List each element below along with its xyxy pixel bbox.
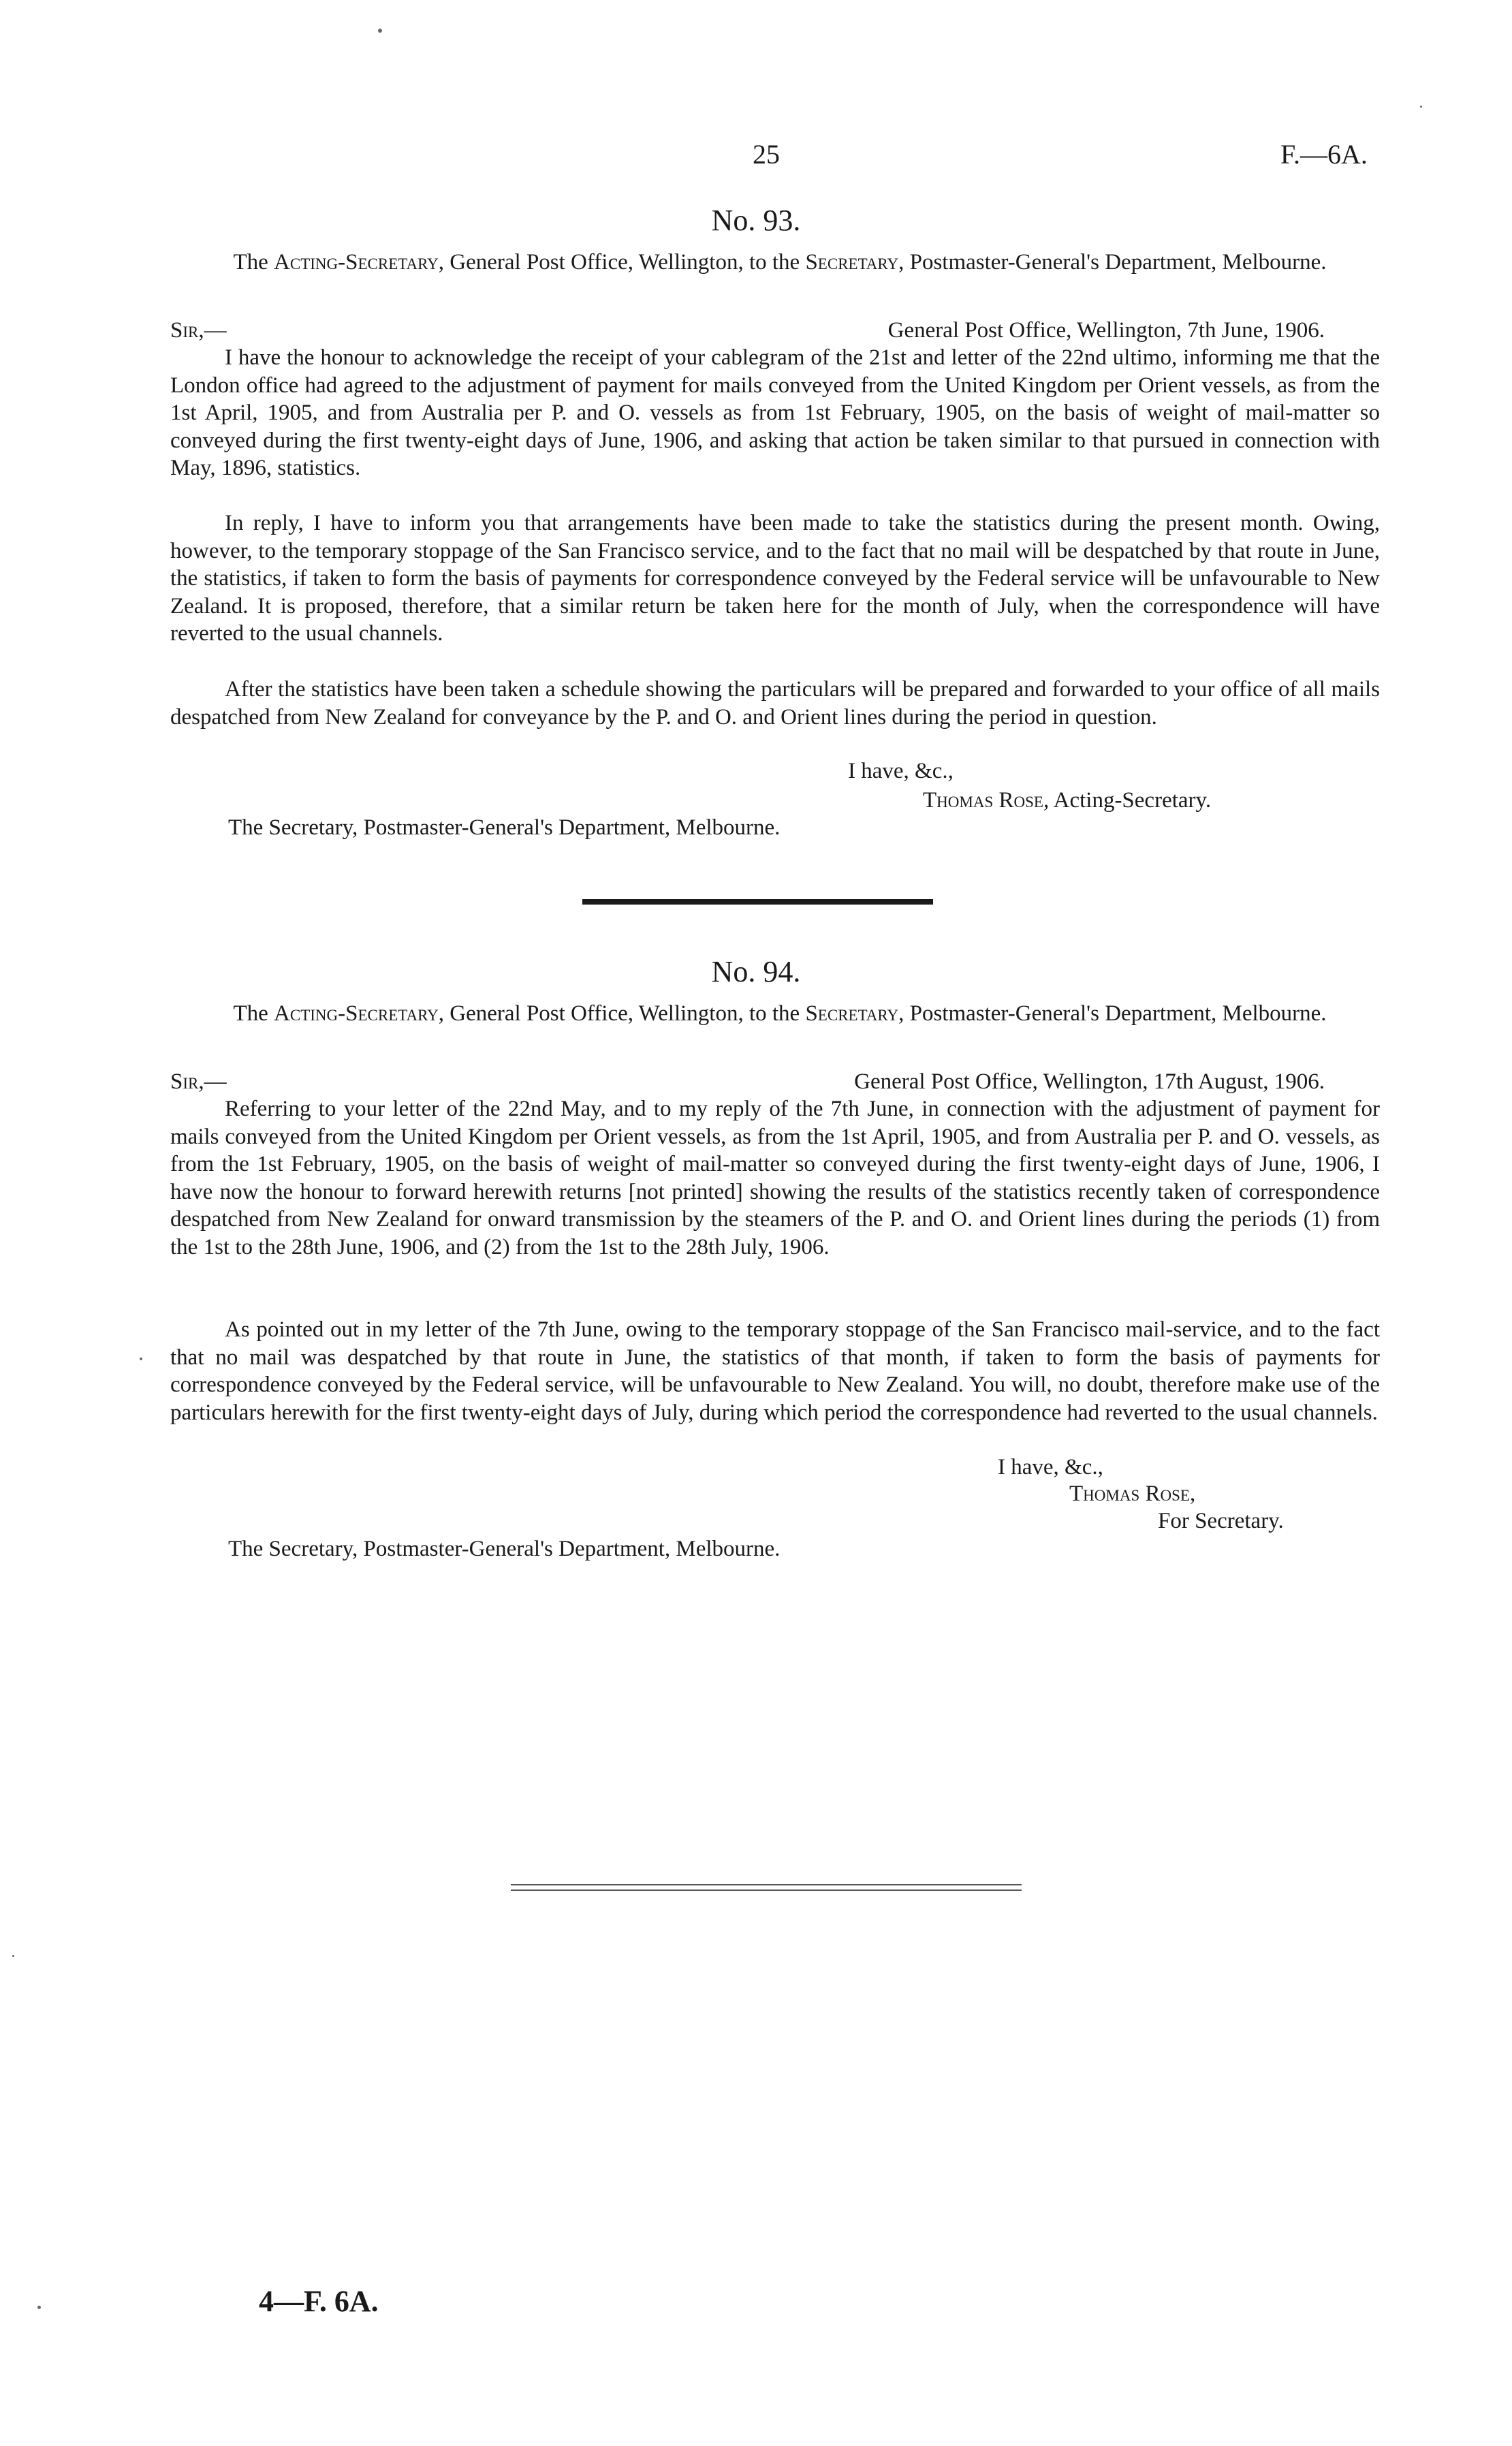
- letter-94-title: No. 94.: [711, 955, 801, 988]
- address-middle: , General Post Office, Wellington, to the: [438, 1001, 806, 1026]
- letter-93-salutation-line: [170, 317, 1325, 344]
- scan-speck: [12, 1955, 14, 1957]
- sender-title: Acting-Secretary: [274, 1001, 439, 1026]
- letter-94-signer-role: For Secretary.: [1158, 1509, 1284, 1533]
- end-rule-top: [511, 1884, 1022, 1885]
- letter-93-paragraph-2: In reply, I have to inform you that arrangements have been made to take the statistics during the present month. Owing, however, to the temporary stoppage of the San Francisco service, and to the fact that no mail will be despatched by that route in June, the statistics, if taken to form the basis of payments for correspondence conveyed by the Federal service will be unfavourable to New Zealand. It is proposed, therefore, that a similar return be taken here for the month of July, when the correspondence will have reverted to the usual channels.: [170, 511, 1380, 646]
- letter-94-signature: [1069, 1480, 1195, 1507]
- recipient-title: Secretary: [805, 1001, 899, 1026]
- letter-94-salutation-line: [170, 1068, 1325, 1095]
- printer-signature-mark: 4—F. 6A.: [259, 2285, 379, 2318]
- scan-speck: [140, 1358, 142, 1360]
- letter-94-paragraph-1: Referring to your letter of the 22nd May, and to my reply of the 7th June, in connection with the adjustment of payment for mails conveyed from the United Kingdom per Orient vessels, as from the 1st April, 1905, and from Australia per P. and O. vessels, as from the 1st February, 1905, on the basis of weight of mail-matter so conveyed during the first twenty-eight days of June, 1906, I have now the honour to forward herewith returns [not printed] showing the results of the statistics recently taken of correspondence despatched from New Zealand for onward transmission by the steamers of the P. and O. and Orient lines during the periods (1) from the 1st to the 28th June, 1906, and (2) from the 1st to the 28th July, 1906.: [170, 1097, 1380, 1259]
- sender-title: Acting-Secretary: [274, 250, 439, 275]
- letter-94-closing: I have, &c.,: [998, 1455, 1103, 1479]
- letter-93-paragraph-1: I have the honour to acknowledge the receipt of your cablegram of the 21st and letter of the 22nd ultimo, informing me that the London office had agreed to the adjustment of payment for mails conveyed from the United Kingdom per Orient vessels, as from the 1st April, 1905, and from Australia per P. and O. vessels as from 1st February, 1905, on the basis of weight of mail-matter so conveyed during the first twenty-eight days of June, 1906, and asking that action be taken similar to that pursued in connection with May, 1896, statistics.: [170, 345, 1380, 480]
- end-rule-bottom: [511, 1890, 1022, 1891]
- letter-93-signature: [923, 787, 1211, 814]
- scan-speck: [37, 2306, 41, 2309]
- address-prefix: The: [233, 250, 274, 275]
- document-reference: F.—6A.: [1280, 139, 1368, 170]
- signer-name-suffix: ,: [1189, 1481, 1196, 1506]
- address-suffix: , Postmaster-General's Department, Melbourne.: [898, 1001, 1327, 1026]
- letter-94-addressee: The Secretary, Postmaster-General's Department, Melbourne.: [228, 1537, 781, 1561]
- letter-94-paragraph-2: As pointed out in my letter of the 7th June, owing to the temporary stoppage of the San Francisco mail-service, and to the fact that no mail was despatched by that route in June, the statistics of that month, if taken to form the basis of payments for correspondence conveyed by the Federal service, will be unfavourable to New Zealand. You will, no doubt, therefore make use of the particulars herewith for the first twenty-eight days of July, during which period the correspondence had reverted to the usual channels.: [170, 1317, 1380, 1425]
- scan-speck: [1420, 106, 1422, 108]
- scan-speck: [378, 29, 382, 33]
- letter-94-address: [170, 1000, 1389, 1027]
- salutation: Sir,—: [170, 318, 227, 343]
- letter-93-paragraph-3: After the statistics have been taken a schedule showing the particulars will be prepared and forwarded to your office of all mails despatched from New Zealand for conveyance by the P. and O. and Orient lines during the period in question.: [170, 677, 1380, 730]
- signer-name: Thomas Rose: [1069, 1481, 1190, 1506]
- dateline: General Post Office, Wellington, 7th June, 1906.: [887, 318, 1325, 343]
- signer-role: , Acting-Secretary.: [1043, 788, 1212, 813]
- letter-93-addressee: The Secretary, Postmaster-General's Department, Melbourne.: [228, 815, 781, 840]
- address-suffix: , Postmaster-General's Department, Melbourne.: [898, 250, 1327, 275]
- section-divider: [582, 899, 933, 905]
- recipient-title: Secretary: [805, 250, 899, 275]
- letter-93-address: [170, 249, 1389, 276]
- signer-name: Thomas Rose: [923, 788, 1043, 813]
- address-prefix: The: [233, 1001, 274, 1026]
- letter-93-closing: I have, &c.,: [848, 759, 954, 783]
- page-number: 25: [753, 139, 780, 170]
- dateline: General Post Office, Wellington, 17th August, 1906.: [854, 1069, 1325, 1094]
- letter-93-title: No. 93.: [711, 204, 801, 237]
- address-middle: , General Post Office, Wellington, to the: [438, 250, 806, 275]
- salutation: Sir,—: [170, 1069, 227, 1094]
